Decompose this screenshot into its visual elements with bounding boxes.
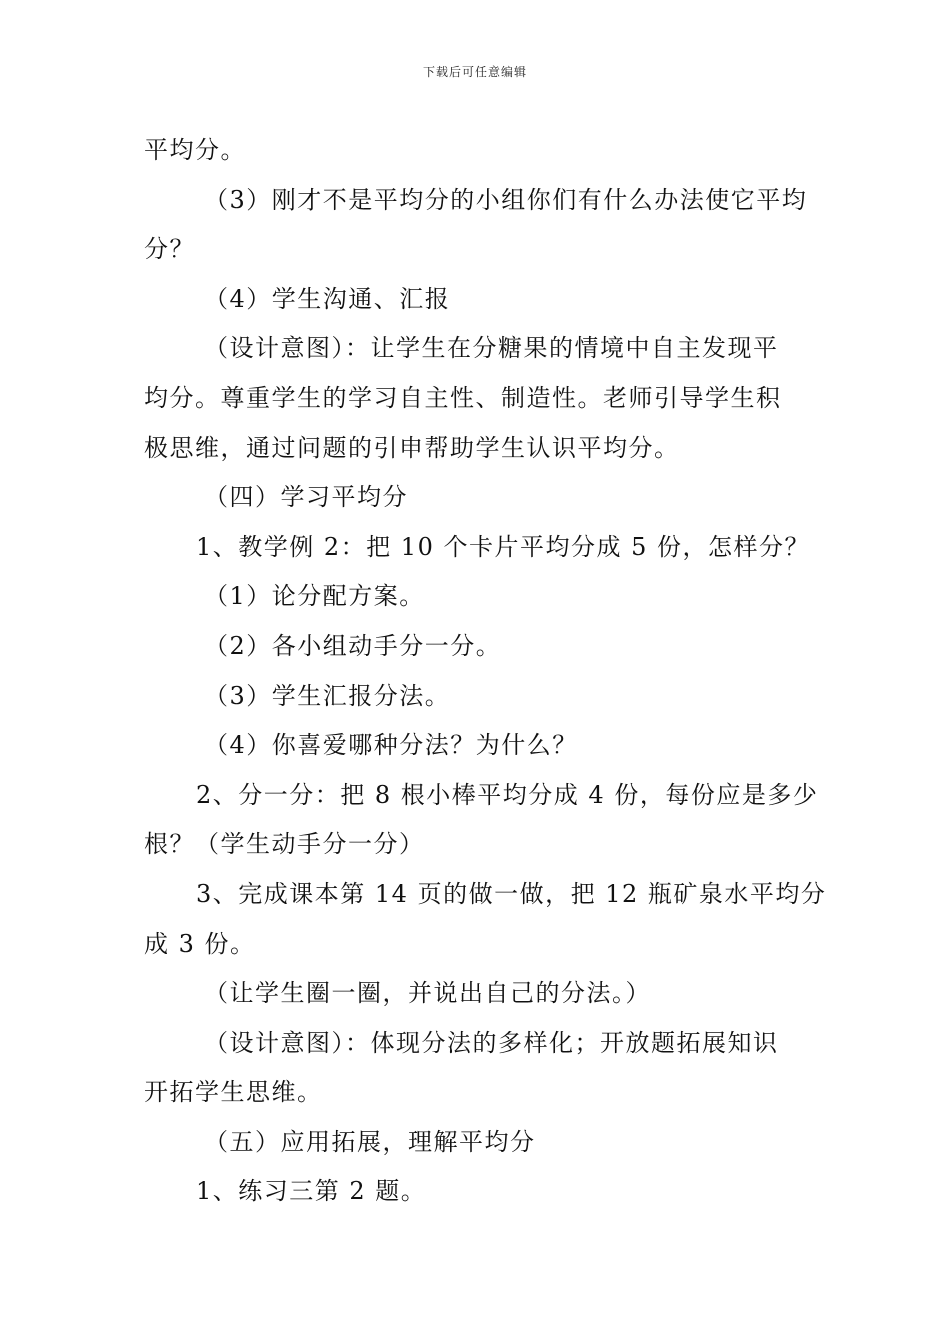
- text-line: 分？: [144, 235, 195, 264]
- text-line: 开拓学生思维。: [144, 1078, 323, 1107]
- text-line: （1）论分配方案。: [204, 582, 425, 611]
- text-line: 根？（学生动手分一分）: [144, 830, 425, 859]
- text-line: （设计意图）：让学生在分糖果的情境中自主发现平: [204, 334, 779, 363]
- page-header-note: 下载后可任意编辑: [422, 65, 527, 79]
- document-body: [144, 126, 827, 1217]
- text-line: （2）各小组动手分一分。: [204, 631, 502, 660]
- text-line: 3、完成课本第 14 页的做一做，把 12 瓶矿泉水平均分: [196, 879, 827, 908]
- text-line: 1、练习三第 2 题。: [196, 1177, 427, 1206]
- section-heading: （四）学习平均分: [204, 483, 408, 512]
- text-line: 平均分。: [144, 136, 246, 164]
- text-line: 成 3 份。: [144, 929, 256, 958]
- text-line: （4）你喜爱哪种分法？为什么？: [204, 731, 578, 760]
- text-line: （3）刚才不是平均分的小组你们有什么办法使它平均: [204, 185, 808, 214]
- text-line: 2、分一分：把 8 根小棒平均分成 4 份，每份应是多少: [196, 780, 819, 809]
- text-line: （3）学生汇报分法。: [204, 681, 451, 710]
- text-line: （设计意图）：体现分法的多样化；开放题拓展知识: [204, 1028, 779, 1057]
- text-line: （让学生圈一圈，并说出自己的分法。）: [204, 979, 651, 1008]
- section-heading: （五）应用拓展，理解平均分: [204, 1127, 536, 1156]
- text-line: （4）学生沟通、汇报: [204, 284, 451, 313]
- text-line: 极思维，通过问题的引申帮助学生认识平均分。: [144, 433, 680, 462]
- text-line: 均分。尊重学生的学习自主性、制造性。老师引导学生积: [144, 383, 782, 412]
- text-line: 1、教学例 2：把 10 个卡片平均分成 5 份，怎样分？: [196, 532, 810, 561]
